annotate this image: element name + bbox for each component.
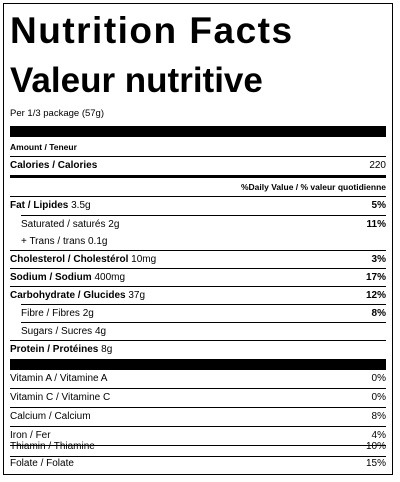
amount-header: Amount / Teneur [10,142,77,152]
nutrient-amount: 400mg [94,272,126,283]
nutrient-row-trans [10,233,386,251]
nutrient-label: Fat / Lipides [10,200,69,211]
nutrient-row-sodium [10,269,386,287]
calories-value: 220 [369,160,386,171]
vitamin-label: Folate / Folate [10,458,74,469]
vitamin-row [10,370,386,388]
nutrient-amount: 2g [82,308,94,319]
nutrient-label: Sugars / Sucres [21,326,93,337]
vitamin-label: Thiamin / Thiamine [10,441,95,452]
nutrient-row-sugars [10,323,386,341]
nutrient-row-cholesterol [10,251,386,269]
nutrient-label: Cholesterol / Cholestérol [10,254,129,265]
nutrient-dv: 12% [365,290,386,301]
thick-divider [10,126,386,137]
amount-header-row [10,138,386,156]
vitamin-dv: 0% [371,392,386,403]
nutrient-amount: 4g [94,326,107,337]
vitamin-dv: 4% [371,430,386,441]
vitamin-row [10,408,386,426]
nutrient-amount: 37g [128,290,146,301]
vitamin-dv: 10% [365,441,386,452]
vitamin-label: Vitamin A / Vitamine A [10,373,108,384]
nutrient-label: Fibre / Fibres [21,308,80,319]
vitamin-dv: 15% [365,458,386,469]
nutrient-label: + Trans / trans [21,236,86,247]
nutrient-amount: 2g [108,219,120,230]
nutrient-label: Carbohydrate / Glucides [10,290,126,301]
nutrient-row-protein [10,341,386,359]
nutrient-dv: 11% [366,219,386,230]
vitamin-dv: 8% [371,411,386,422]
nutrient-dv: 5% [371,200,386,211]
nutrient-label: Sodium / Sodium [10,272,92,283]
vitamin-label: Calcium / Calcium [10,411,91,422]
dv-header: %Daily Value / % valeur quotidienne [240,182,386,192]
nutrient-amount: 8g [101,344,113,355]
vitamin-row [10,438,386,456]
nutrient-amount: 3.5g [71,200,91,211]
thick-divider [10,359,386,370]
serving-size: Per 1/3 package (57g) [10,108,105,119]
calories-label: Calories / Calories [10,160,98,171]
nutrient-label: Protein / Protéines [10,344,99,355]
nutrition-facts-label [3,3,393,475]
dv-header-row [10,178,386,196]
nutrient-dv: 8% [371,308,386,319]
title-english: Nutrition Facts [10,10,294,51]
calories-row [10,157,386,175]
vitamin-label: Vitamin C / Vitamine C [10,392,111,403]
nutrient-label: Saturated / saturés [21,219,106,230]
vitamin-row [10,455,386,473]
vitamin-row [10,389,386,407]
nutrient-row-fat [10,197,386,215]
nutrient-amount: 0.1g [87,236,108,247]
nutrient-dv: 17% [365,272,386,283]
nutrient-row-carbohydrate [10,287,386,305]
nutrient-dv: 3% [371,254,386,265]
nutrient-amount: 10mg [131,254,157,265]
title-french: Valeur nutritive [10,61,263,100]
nutrient-row-fibre [10,305,386,323]
vitamin-dv: 0% [371,373,386,384]
nutrient-row-saturated [10,216,386,234]
vitamin-label: Iron / Fer [10,430,51,441]
